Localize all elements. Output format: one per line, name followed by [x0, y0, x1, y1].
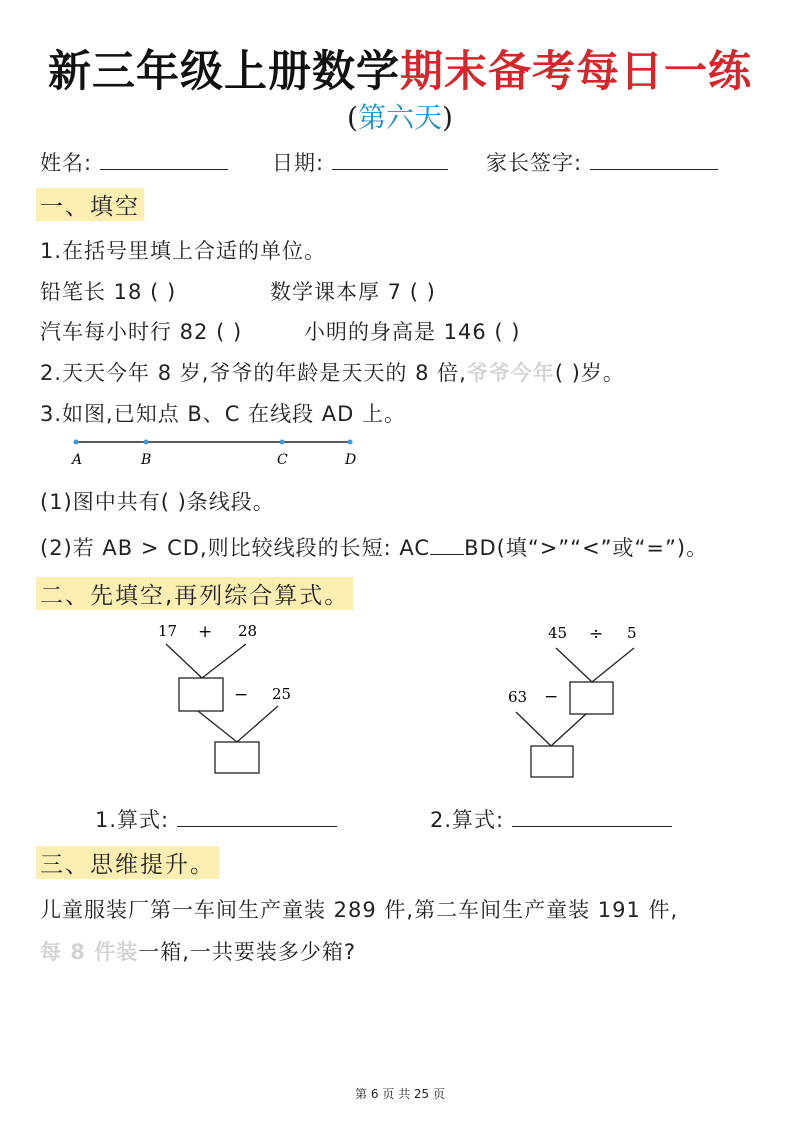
diagram-2-box-1 [570, 682, 613, 714]
formula-2-row [430, 804, 672, 834]
question-3: 3.如图,已知点 B、C 在线段 AD 上。 [40, 402, 407, 426]
diagram-1-op2: − [234, 685, 249, 705]
question-3-2 [40, 532, 708, 562]
formula-2-field[interactable] [512, 806, 672, 827]
name-label: 姓名: [40, 151, 93, 175]
signature-row [486, 147, 718, 177]
formula-1-label: 1.算式: [95, 808, 170, 832]
question-2-text: 2.天天今年 8 岁,爷爷的年龄是天天的 8 倍, [40, 361, 467, 385]
formula-1-row [95, 804, 337, 834]
section-2-heading: 二、先填空,再列综合算式。 [36, 577, 353, 610]
diagram-1-op1: + [198, 622, 213, 642]
label-c: C [277, 452, 288, 468]
page-number: 第 6 页 共 25 页 [355, 1087, 445, 1101]
formula-1-field[interactable] [177, 806, 337, 827]
question-1-pencil: 铅笔长 18 ( ) [40, 280, 177, 304]
signature-label: 家长签字: [486, 151, 583, 175]
page-subtitle [0, 96, 800, 136]
diagram-1-box-2 [215, 742, 259, 773]
diagram-2-c: 63 [508, 688, 528, 706]
question-3-1: (1)图中共有( )条线段。 [40, 490, 275, 514]
title-red: 期末备考每日一练 [400, 47, 752, 97]
point-b [144, 440, 149, 445]
diagram-1-a: 17 [158, 622, 178, 640]
problem-line-2-text: 一箱,一共要装多少箱? [138, 940, 357, 964]
name-field[interactable] [100, 149, 228, 170]
subtitle-open: ( [347, 101, 358, 134]
question-2 [40, 357, 625, 387]
problem-line-1: 儿童服装厂第一车间生产童装 289 件,第二车间生产童装 191 件, [40, 898, 679, 922]
question-2-blank: ( )岁。 [554, 361, 625, 385]
question-1-car: 汽车每小时行 82 ( ) [40, 320, 243, 344]
point-d [348, 440, 353, 445]
calc-diagram-1 [150, 616, 310, 780]
question-3-2-rest: BD(填“>”“<”或“=”)。 [464, 536, 709, 560]
point-c [280, 440, 285, 445]
point-a [74, 440, 79, 445]
problem-line-2 [40, 936, 356, 966]
diagram-1-b: 28 [238, 622, 258, 640]
diagram-2-b: 5 [627, 624, 637, 642]
compare-blank[interactable] [430, 534, 464, 555]
question-1-height: 小明的身高是 146 ( ) [304, 320, 521, 344]
name-row [40, 147, 228, 177]
diagram-2-box-2 [531, 746, 573, 777]
date-label: 日期: [272, 151, 325, 175]
label-d: D [345, 452, 357, 468]
formula-2-label: 2.算式: [430, 808, 505, 832]
label-a: A [72, 452, 83, 468]
diagram-2-a: 45 [548, 624, 568, 642]
subtitle-day: 第六天 [357, 101, 442, 134]
label-b: B [141, 452, 152, 468]
diagram-2-op1: ÷ [589, 624, 604, 644]
page-title [0, 38, 800, 99]
section-1-heading: 一、填空 [36, 188, 144, 221]
diagram-2-op2: − [544, 687, 559, 707]
date-field[interactable] [332, 149, 448, 170]
title-black: 新三年级上册数学 [48, 47, 400, 97]
calc-diagram-2 [500, 620, 650, 784]
question-3-2-text: (2)若 AB > CD,则比较线段的长短: AC [40, 536, 431, 560]
watermark-text: 爷爷今年 [466, 361, 555, 385]
subtitle-close: ) [442, 101, 453, 134]
question-1: 1.在括号里填上合适的单位。 [40, 239, 327, 263]
signature-field[interactable] [590, 149, 718, 170]
date-row [272, 147, 448, 177]
diagram-1-c: 25 [272, 685, 292, 703]
diagram-1-box-1 [179, 678, 223, 711]
segment-diagram [60, 432, 380, 472]
section-3-heading: 三、思维提升。 [36, 846, 219, 879]
question-1-book: 数学课本厚 7 ( ) [270, 280, 436, 304]
watermark-text-2: 每 8 件装 [40, 940, 139, 964]
